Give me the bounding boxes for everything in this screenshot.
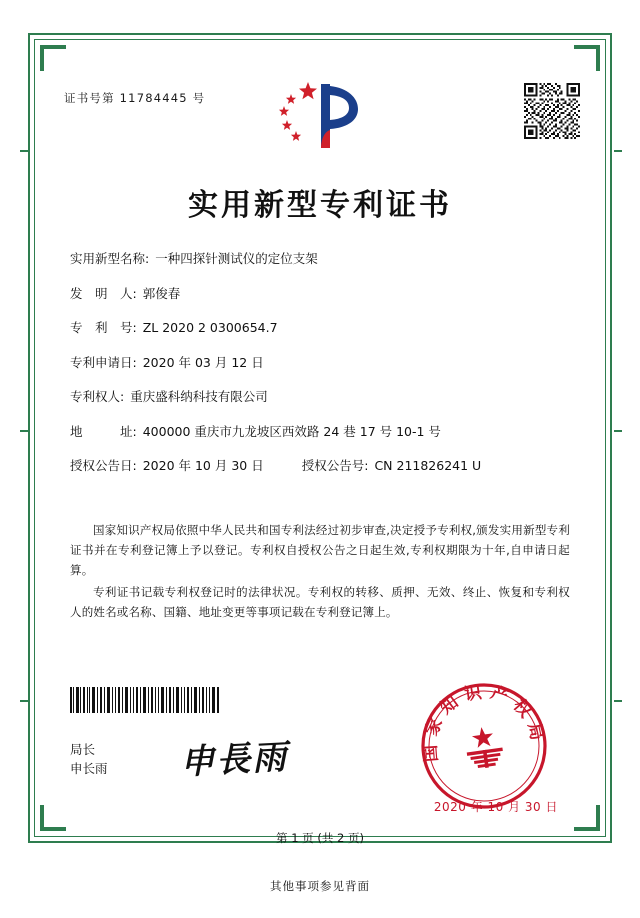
field-label: 专利申请日:	[70, 354, 137, 370]
signature-office-label: 局长	[70, 742, 96, 757]
field-value: 400000 重庆市九龙坡区西效路 24 巷 17 号 10-1 号	[142, 423, 441, 439]
barcode	[70, 687, 220, 713]
certificate-content	[60, 60, 580, 845]
page-title: 实用新型专利证书	[188, 188, 452, 223]
field-label: 实用新型名称:	[70, 251, 150, 266]
field-value-grant-number: CN 211826241 U	[374, 458, 482, 473]
certificate-number: 证书号第 11784445 号	[64, 91, 206, 105]
cnipa-logo	[274, 78, 366, 154]
registration-tick-left-1	[20, 150, 28, 152]
footer-note: 其他事项参见背面	[270, 879, 370, 893]
registration-tick-right-3	[614, 700, 622, 702]
field-value: ZL 2020 2 0300654.7	[142, 320, 278, 335]
legal-paragraph-1: 国家知识产权局依照中华人民共和国专利法经过初步审查,决定授予专利权,颁发实用新型专利证书并在专利登记簿上予以登记。专利权自授权公告之日起生效,专利权期限为十年,自申请日起算。	[70, 523, 570, 577]
legal-paragraph-2: 专利证书记载专利权登记时的法律状况。专利权的转移、质押、无效、终止、恢复和专利权人的姓名或名称、国籍、地址变更等事项记载在专利登记簿上。	[70, 585, 570, 619]
field-label-grant-date: 授权公告日:	[70, 458, 137, 473]
registration-tick-right-1	[614, 150, 622, 152]
signature-name-label: 申长雨	[70, 761, 108, 776]
handwritten-signature: 申長雨	[179, 737, 290, 783]
field-value: 郭俊春	[142, 285, 181, 301]
registration-tick-left-3	[20, 700, 28, 702]
field-list	[70, 250, 570, 492]
official-seal	[418, 680, 550, 812]
legal-text	[70, 520, 570, 624]
field-label: 专利权人:	[70, 389, 125, 404]
field-row-patentee	[70, 388, 570, 405]
field-label: 发 明 人:	[70, 285, 137, 301]
field-label: 地 址:	[70, 423, 137, 439]
field-value-grant-date: 2020 年 10 月 30 日	[142, 458, 264, 473]
svg-text:国家知识产权局: 国家知识产权局	[420, 681, 549, 763]
seal-date: 2020 年 10 月 30 日	[433, 800, 558, 814]
signature-block	[70, 740, 108, 778]
field-row-utility-model-name	[70, 250, 570, 267]
field-row-application-date	[70, 354, 570, 371]
field-value: 一种四探针测试仪的定位支架	[155, 251, 318, 266]
field-label-grant-number: 授权公告号:	[301, 458, 369, 473]
field-row-grant-announcement	[70, 457, 570, 474]
field-value: 重庆盛科纳科技有限公司	[130, 389, 268, 404]
field-label: 专 利 号:	[70, 320, 137, 335]
registration-tick-right-2	[614, 430, 622, 432]
field-row-address	[70, 423, 570, 440]
field-row-inventor	[70, 285, 570, 302]
registration-tick-left-2	[20, 430, 28, 432]
field-row-patent-number	[70, 319, 570, 336]
qr-code	[524, 83, 580, 139]
field-value: 2020 年 03 月 12 日	[142, 354, 264, 370]
page-number: 第 1 页 (共 2 页)	[276, 831, 364, 845]
